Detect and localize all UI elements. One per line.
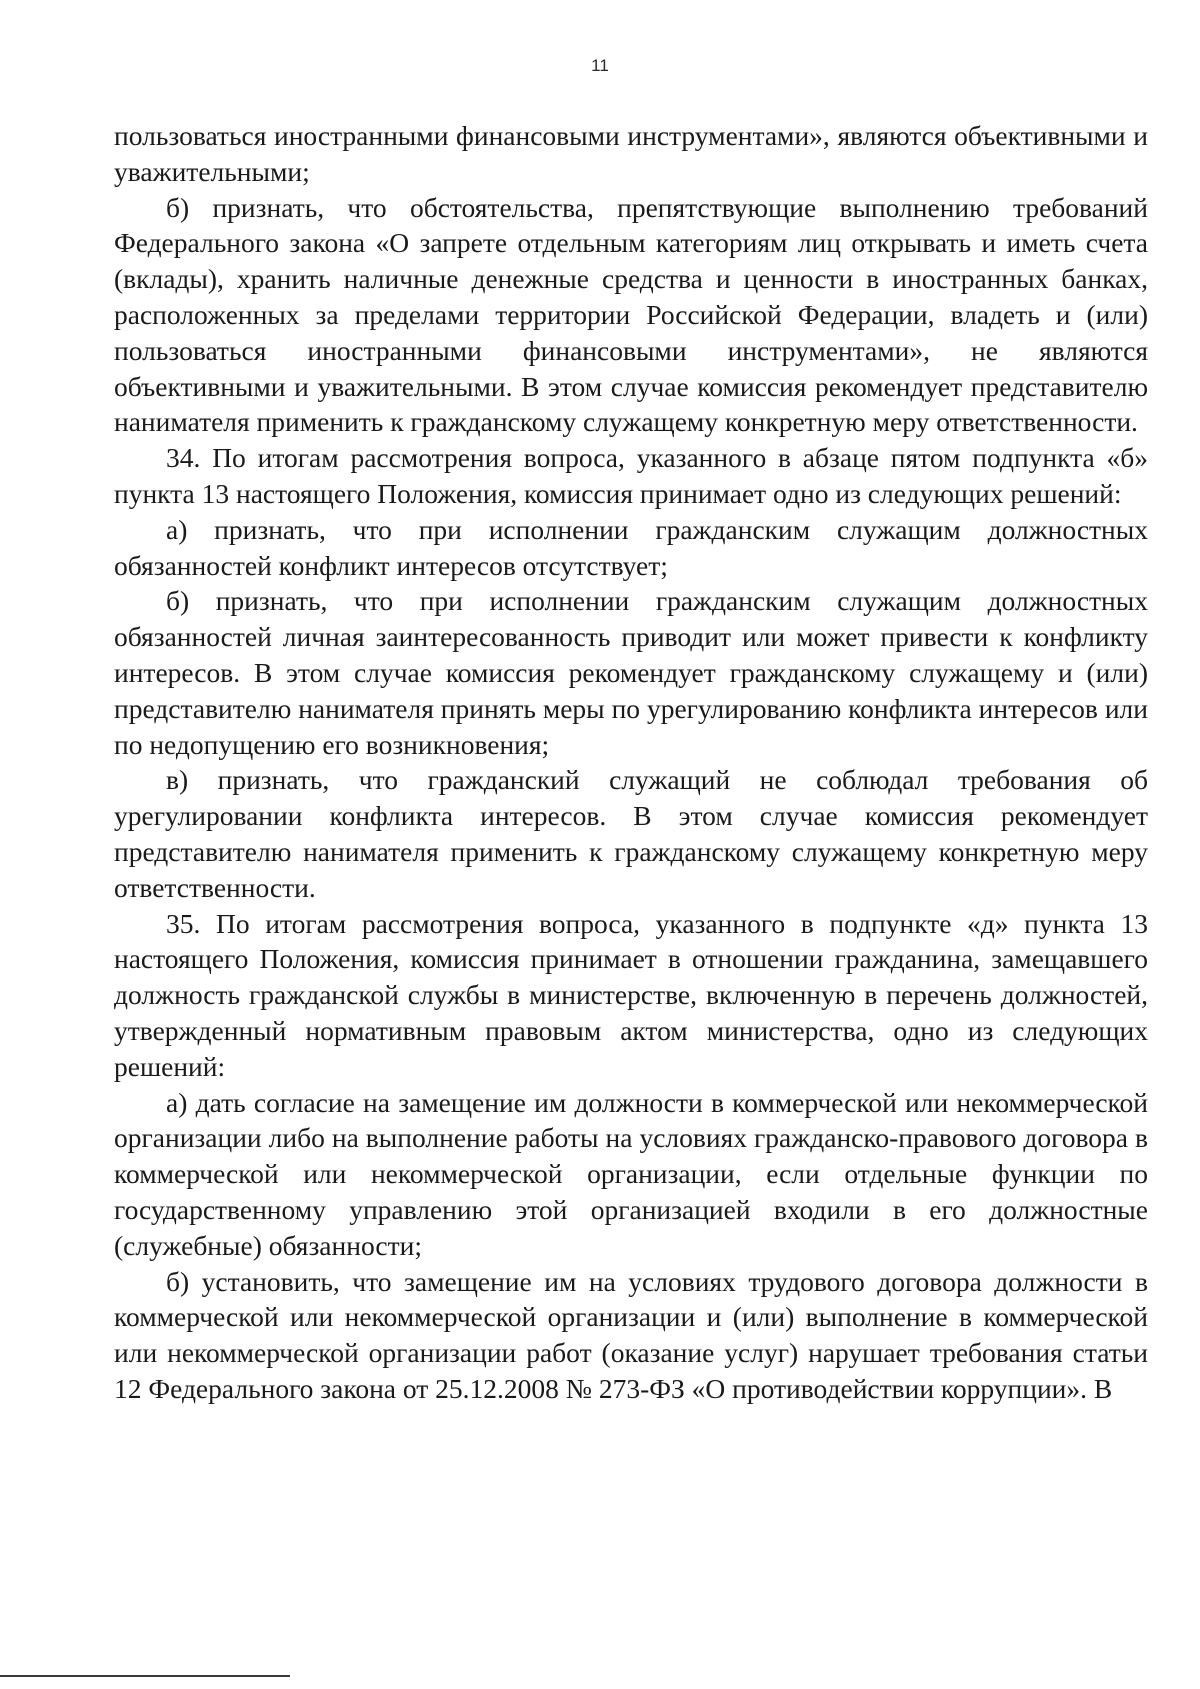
document-body bbox=[114, 118, 1148, 1407]
paragraph-item-34-v: в) признать, что гражданский служащий не соблюдал требования об урегулировании конфликта интересов. В этом случае комиссия рекомендует представителю нанимателя применить к гражданскому служащему конкретную меру ответственности. bbox=[114, 764, 1148, 903]
paragraph-item-34-a: а) признать, что при исполнении гражданским служащим должностных обязанностей конфликт интересов отсутствует; bbox=[114, 513, 1148, 581]
paragraph-continuation: пользоваться иностранными финансовыми инструментами», являются объективными и уважительными; bbox=[114, 120, 1148, 187]
paragraph-item-35-b: б) установить, что замещение им на условиях трудового договора должности в коммерческой или некоммерческой организации и (или) выполнение в коммерческой или некоммерческой организации работ (оказание услуг) нарушает требования статьи 12 Федерального закона от 25.12.2008 № 273-ФЗ «О противодействии коррупции». В bbox=[114, 1265, 1148, 1404]
paragraph-item-34: 34. По итогам рассмотрения вопроса, указанного в абзаце пятом подпункта «б» пункта 13 настоящего Положения, комиссия принимает одно из следующих решений: bbox=[114, 442, 1148, 509]
paragraph-item-35: 35. По итогам рассмотрения вопроса, указанного в подпункте «д» пункта 13 настоящего Положения, комиссия принимает в отношении гражданина, замещавшего должность гражданской службы в министерстве, включенную в перечень должностей, утвержденный нормативным правовым актом министерства, одно из следующих решений: bbox=[114, 907, 1148, 1082]
paragraph-item-34-b: б) признать, что при исполнении гражданским служащим должностных обязанностей личная заинтересованность приводит или может привести к конфликту интересов. В этом случае комиссия рекомендует гражданскому служащему и (или) представителю нанимателя принять меры по урегулированию конфликта интересов или по недопущению его возникновения; bbox=[114, 585, 1148, 760]
paragraph-subitem-b: б) признать, что обстоятельства, препятствующие выполнению требований Федерального закона «О запрете отдельным категориям лиц открывать и иметь счета (вклады), хранить наличные денежные средства и ценности в иностранных банках, расположенных за пределами территории Российской Федерации, владеть и (или) пользоваться иностранными финансовыми инструментами», не являются объективными и уважительными. В этом случае комиссия рекомендует представителю нанимателя применить к гражданскому служащему конкретную меру ответственности. bbox=[114, 191, 1148, 438]
paragraph-item-35-a: а) дать согласие на замещение им должности в коммерческой или некоммерческой организации либо на выполнение работы на условиях гражданско-правового договора в коммерческой или некоммерческой организации, если отдельные функции по государственному управлению этой организацией входили в его должностные (служебные) обязанности; bbox=[114, 1086, 1148, 1261]
page-number: 11 bbox=[591, 56, 609, 75]
scan-edge-line bbox=[0, 1675, 290, 1677]
